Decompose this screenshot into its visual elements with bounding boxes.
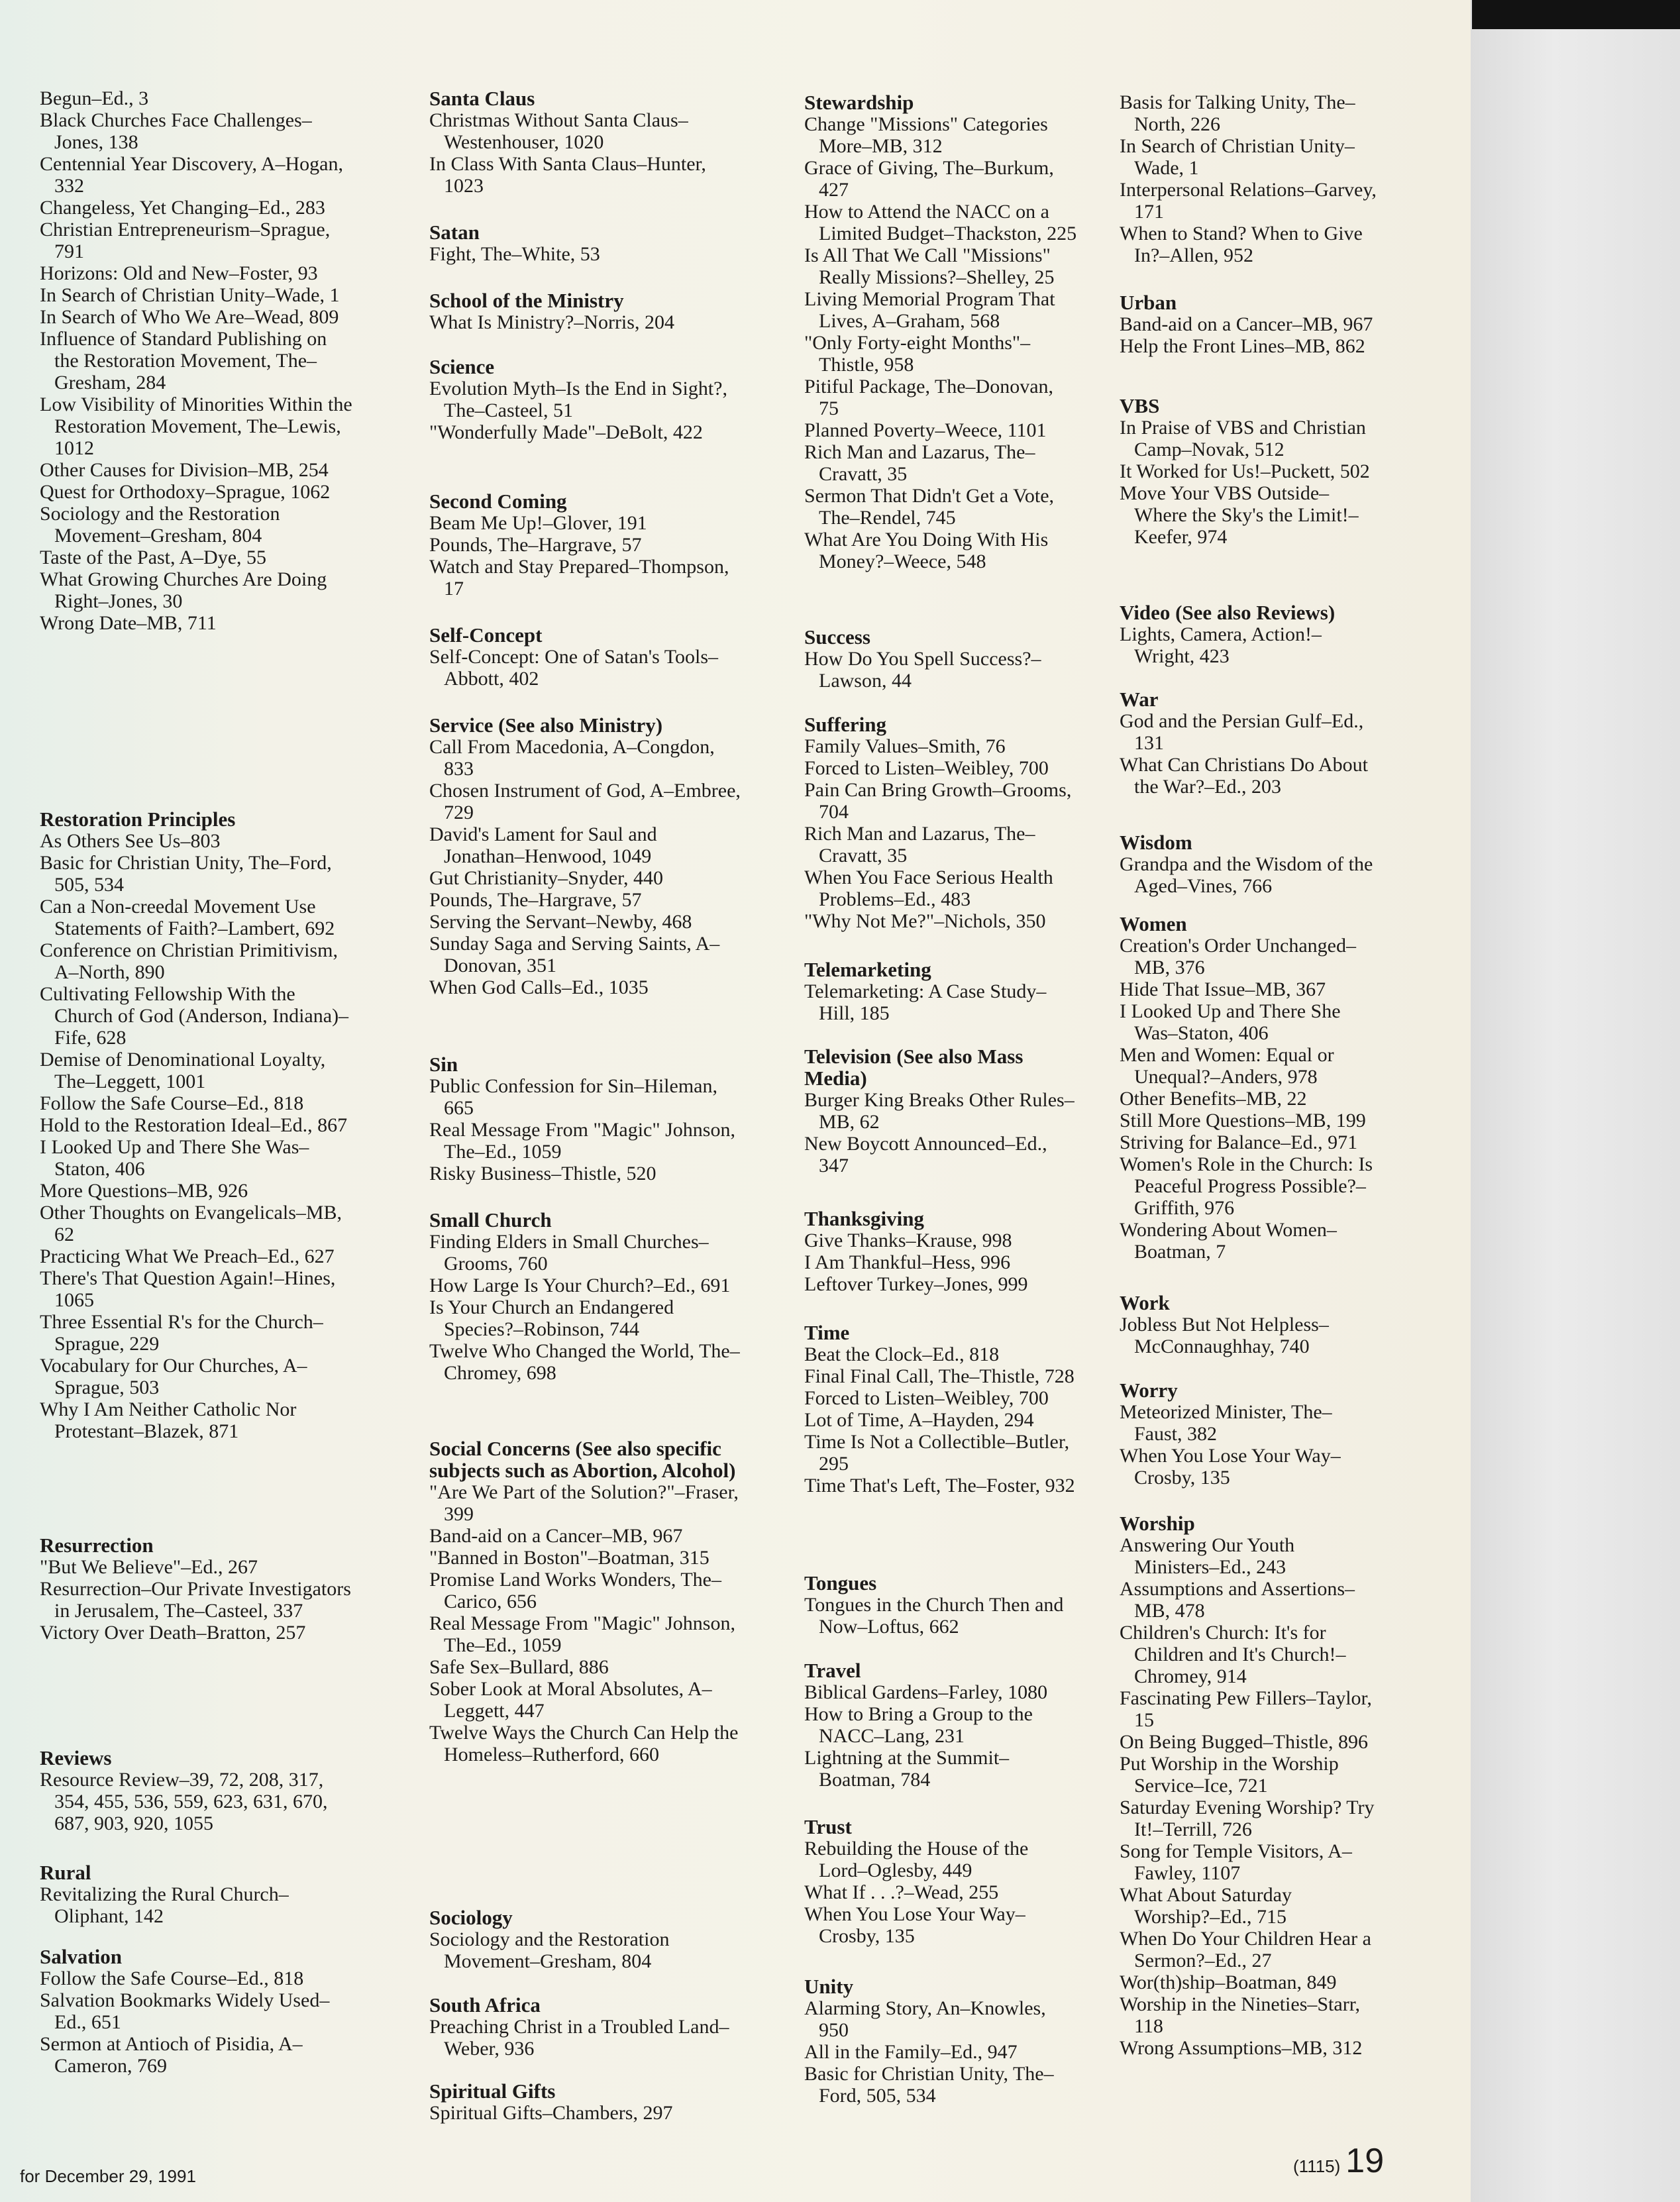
index-entry: Christmas Without Santa Claus–Westenhouser, 1020 <box>429 109 688 153</box>
index-entry: Twelve Ways the Church Can Help the Homeless–Rutherford, 660 <box>429 1722 739 1765</box>
index-entry: When You Face Serious Health Problems–Ed., 483 <box>804 866 1053 910</box>
section-heading: Suffering <box>804 713 886 736</box>
index-entry: Time Is Not a Collectible–Butler, 295 <box>804 1431 1070 1475</box>
index-section <box>1120 91 1379 266</box>
index-entry: Sociology and the Restoration Movement–Gresham, 804 <box>40 503 280 547</box>
section-heading: Women <box>1120 912 1187 935</box>
index-entry: Grace of Giving, The–Burkum, 427 <box>804 157 1054 201</box>
index-entry: Creation's Order Unchanged–MB, 376 <box>1120 935 1356 978</box>
section-heading: Telemarketing <box>804 958 931 981</box>
index-entry: Changeless, Yet Changing–Ed., 283 <box>40 197 325 219</box>
index-section <box>429 1053 742 1184</box>
index-entry: Hold to the Restoration Ideal–Ed., 867 <box>40 1114 348 1136</box>
index-entry: Other Causes for Division–MB, 254 <box>40 459 329 481</box>
index-entry: Lights, Camera, Action!–Wright, 423 <box>1120 623 1322 667</box>
index-entry: "Only Forty-eight Months"–Thistle, 958 <box>804 332 1031 376</box>
section-heading: Video (See also Reviews) <box>1120 601 1336 624</box>
index-entry: I Looked Up and There She Was–Staton, 406 <box>1120 1000 1341 1044</box>
index-entry: "Banned in Boston"–Boatman, 315 <box>429 1547 709 1569</box>
index-section <box>1120 291 1379 357</box>
index-entry: Sociology and the Restoration Movement–Gresham, 804 <box>429 1928 670 1972</box>
index-entry: Taste of the Past, A–Dye, 55 <box>40 547 267 568</box>
index-entry: In Praise of VBS and Christian Camp–Novak, 512 <box>1120 417 1366 460</box>
index-entry: Resurrection–Our Private Investigators in Jerusalem, The–Casteel, 337 <box>40 1578 351 1622</box>
index-entry: Sober Look at Moral Absolutes, A–Leggett, 447 <box>429 1678 712 1722</box>
index-entry: Wrong Date–MB, 711 <box>40 612 217 634</box>
index-entry: Horizons: Old and New–Foster, 93 <box>40 262 318 284</box>
index-entry: Other Thoughts on Evangelicals–MB, 62 <box>40 1202 342 1245</box>
index-entry: When You Lose Your Way–Crosby, 135 <box>1120 1445 1341 1489</box>
index-entry: Centennial Year Discovery, A–Hogan, 332 <box>40 153 343 197</box>
page-code: (1115) <box>1293 2156 1341 2176</box>
index-section <box>429 714 742 998</box>
index-section <box>804 1659 1077 1791</box>
index-entry: Revitalizing the Rural Church–Oliphant, 142 <box>40 1883 289 1927</box>
section-heading: War <box>1120 688 1159 711</box>
index-entry: Three Essential R's for the Church–Sprague, 229 <box>40 1311 323 1355</box>
index-section <box>40 1861 352 1927</box>
index-entry: Fascinating Pew Fillers–Taylor, 15 <box>1120 1687 1372 1731</box>
index-entry: Resource Review–39, 72, 208, 317, 354, 455, 536, 559, 623, 631, 670, 687, 903, 920, 1055 <box>40 1769 328 1834</box>
index-entry: Why I Am Neither Catholic Nor Protestant–Blazek, 871 <box>40 1398 297 1442</box>
index-entry: Pounds, The–Hargrave, 57 <box>429 534 642 556</box>
index-entry: Lightning at the Summit–Boatman, 784 <box>804 1747 1010 1791</box>
index-section <box>1120 602 1379 667</box>
index-entry: Lot of Time, A–Hayden, 294 <box>804 1409 1034 1431</box>
index-entry: Basic for Christian Unity, The–Ford, 505, 534 <box>40 852 332 896</box>
index-entry: How Large Is Your Church?–Ed., 691 <box>429 1275 731 1296</box>
index-entry: Follow the Safe Course–Ed., 818 <box>40 1967 304 1989</box>
section-heading: Stewardship <box>804 91 914 114</box>
index-section <box>1120 1292 1379 1357</box>
index-entry: When to Stand? When to Give In?–Allen, 952 <box>1120 223 1363 266</box>
index-entry: Assumptions and Assertions–MB, 478 <box>1120 1578 1355 1622</box>
index-entry: Public Confession for Sin–Hileman, 665 <box>429 1075 717 1119</box>
index-entry: Rich Man and Lazarus, The–Cravatt, 35 <box>804 441 1035 485</box>
index-section <box>804 1045 1077 1177</box>
scanner-background <box>1471 0 1680 2202</box>
index-section <box>804 713 1077 932</box>
index-entry: Sermon That Didn't Get a Vote, The–Rendel, 745 <box>804 485 1055 529</box>
index-entry: In Search of Christian Unity–Wade, 1 <box>40 284 340 306</box>
index-entry: Promise Land Works Wonders, The–Carico, 656 <box>429 1569 721 1612</box>
index-entry: Gut Christianity–Snyder, 440 <box>429 867 663 889</box>
index-entry: Basis for Talking Unity, The–North, 226 <box>1120 91 1355 135</box>
index-entry: Give Thanks–Krause, 998 <box>804 1230 1012 1251</box>
index-entry: How to Bring a Group to the NACC–Lang, 231 <box>804 1703 1033 1747</box>
index-entry: Serving the Servant–Newby, 468 <box>429 911 692 933</box>
index-entry: Basic for Christian Unity, The–Ford, 505, 534 <box>804 2063 1054 2107</box>
index-section <box>1120 395 1379 548</box>
index-section <box>804 1572 1077 1638</box>
section-heading: Salvation <box>40 1945 123 1968</box>
section-heading: Reviews <box>40 1746 112 1769</box>
index-section <box>1120 913 1379 1263</box>
index-section <box>804 1975 1077 2107</box>
index-entry: What Growing Churches Are Doing Right–Jones, 30 <box>40 568 327 612</box>
index-section <box>1120 1379 1379 1489</box>
index-entry: Beat the Clock–Ed., 818 <box>804 1343 1000 1365</box>
index-entry: Watch and Stay Prepared–Thompson, 17 <box>429 556 729 600</box>
index-section <box>1120 688 1379 798</box>
index-entry: Real Message From "Magic" Johnson, The–Ed., 1059 <box>429 1612 735 1656</box>
index-entry: Safe Sex–Bullard, 886 <box>429 1656 609 1678</box>
index-section <box>429 289 742 333</box>
index-entry: "Wonderfully Made"–DeBolt, 422 <box>429 421 703 443</box>
index-section <box>1120 1512 1379 2059</box>
section-heading: Trust <box>804 1815 852 1838</box>
index-entry: Victory Over Death–Bratton, 257 <box>40 1622 306 1644</box>
index-entry: Practicing What We Preach–Ed., 627 <box>40 1245 335 1267</box>
index-entry: Pitiful Package, The–Donovan, 75 <box>804 376 1054 419</box>
index-section <box>804 1816 1077 1947</box>
index-entry: Burger King Breaks Other Rules–MB, 62 <box>804 1089 1075 1133</box>
index-entry: Song for Temple Visitors, A–Fawley, 1107 <box>1120 1840 1352 1884</box>
index-entry: Cultivating Fellowship With the Church of God (Anderson, Indiana)–Fife, 628 <box>40 983 349 1049</box>
index-entry: "But We Believe"–Ed., 267 <box>40 1556 258 1578</box>
index-entry: What If . . .?–Wead, 255 <box>804 1881 999 1903</box>
section-heading: VBS <box>1120 394 1160 417</box>
index-entry: Interpersonal Relations–Garvey, 171 <box>1120 179 1377 223</box>
index-section <box>40 1534 352 1644</box>
section-heading: Urban <box>1120 291 1177 314</box>
scanner-edge <box>1472 0 1680 29</box>
index-entry: Christian Entrepreneurism–Sprague, 791 <box>40 219 331 262</box>
index-entry: What Are You Doing With His Money?–Weece, 548 <box>804 529 1049 572</box>
section-heading: Worry <box>1120 1379 1178 1402</box>
index-entry: I Looked Up and There She Was–Staton, 406 <box>40 1136 309 1180</box>
index-section <box>804 1322 1077 1496</box>
section-heading: Small Church <box>429 1208 552 1232</box>
index-entry: Pounds, The–Hargrave, 57 <box>429 889 642 911</box>
index-entry: All in the Family–Ed., 947 <box>804 2041 1018 2063</box>
index-section <box>429 1209 742 1384</box>
section-heading: Travel <box>804 1659 861 1682</box>
index-entry: In Search of Who We Are–Wead, 809 <box>40 306 339 328</box>
section-heading: Unity <box>804 1975 854 1998</box>
index-entry: Striving for Balance–Ed., 971 <box>1120 1131 1358 1153</box>
index-section <box>429 490 742 600</box>
index-entry: Is All That We Call "Missions" Really Missions?–Shelley, 25 <box>804 244 1055 288</box>
index-entry: What About Saturday Worship?–Ed., 715 <box>1120 1884 1292 1928</box>
index-entry: Rich Man and Lazarus, The–Cravatt, 35 <box>804 823 1035 866</box>
section-heading: Sociology <box>429 1906 513 1929</box>
index-entry: Leftover Turkey–Jones, 999 <box>804 1273 1028 1295</box>
index-section <box>429 1994 742 2060</box>
index-entry: Band-aid on a Cancer–MB, 967 <box>1120 313 1373 335</box>
index-entry: When You Lose Your Way–Crosby, 135 <box>804 1903 1025 1947</box>
index-entry: How to Attend the NACC on a Limited Budget–Thackston, 225 <box>804 201 1077 244</box>
section-heading: Second Coming <box>429 490 567 513</box>
index-entry: It Worked for Us!–Puckett, 502 <box>1120 460 1370 482</box>
index-section <box>40 808 352 1442</box>
section-heading: South Africa <box>429 1993 541 2017</box>
section-heading: Spiritual Gifts <box>429 2079 556 2103</box>
index-section <box>429 356 742 443</box>
index-section <box>429 221 742 265</box>
index-entry: Call From Macedonia, A–Congdon, 833 <box>429 736 715 780</box>
index-section <box>429 2080 742 2124</box>
index-section <box>804 91 1077 572</box>
section-heading: Restoration Principles <box>40 808 236 831</box>
index-entry: Tongues in the Church Then and Now–Loftus, 662 <box>804 1594 1064 1638</box>
index-entry: Quest for Orthodoxy–Sprague, 1062 <box>40 481 331 503</box>
section-heading: Sin <box>429 1053 458 1076</box>
index-entry: Band-aid on a Cancer–MB, 967 <box>429 1525 683 1547</box>
index-entry: Forced to Listen–Weibley, 700 <box>804 1387 1049 1409</box>
index-entry: Follow the Safe Course–Ed., 818 <box>40 1092 304 1114</box>
index-entry: Move Your VBS Outside–Where the Sky's the Limit!–Keefer, 974 <box>1120 482 1359 548</box>
index-entry: As Others See Us–803 <box>40 830 221 852</box>
index-entry: Jobless But Not Helpless–McConnaughhay, 740 <box>1120 1314 1329 1357</box>
index-entry: I Am Thankful–Hess, 996 <box>804 1251 1011 1273</box>
section-heading: Worship <box>1120 1512 1195 1535</box>
index-entry: In Class With Santa Claus–Hunter, 1023 <box>429 153 706 197</box>
index-entry: Help the Front Lines–MB, 862 <box>1120 335 1365 357</box>
index-entry: David's Lament for Saul and Jonathan–Henwood, 1049 <box>429 823 657 867</box>
index-entry: Saturday Evening Worship? Try It!–Terrill, 726 <box>1120 1797 1375 1840</box>
index-entry: Alarming Story, An–Knowles, 950 <box>804 1997 1046 2041</box>
index-entry: Risky Business–Thistle, 520 <box>429 1163 656 1184</box>
index-section <box>429 1907 742 1972</box>
index-entry: Demise of Denominational Loyalty, The–Leggett, 1001 <box>40 1049 326 1092</box>
index-entry: Pain Can Bring Growth–Grooms, 704 <box>804 779 1072 823</box>
index-section <box>40 1946 352 2077</box>
index-entry: Vocabulary for Our Churches, A–Sprague, 503 <box>40 1355 307 1398</box>
section-heading: Rural <box>40 1861 91 1884</box>
index-entry: God and the Persian Gulf–Ed., 131 <box>1120 710 1364 754</box>
index-section <box>40 1747 352 1834</box>
index-entry: Preaching Christ in a Troubled Land–Weber, 936 <box>429 2016 729 2060</box>
index-entry: Sermon at Antioch of Pisidia, A–Cameron, 769 <box>40 2033 303 2077</box>
index-section <box>804 1208 1077 1295</box>
index-entry: Fight, The–White, 53 <box>429 243 600 265</box>
index-entry: Grandpa and the Wisdom of the Aged–Vines, 766 <box>1120 853 1373 897</box>
index-entry: Telemarketing: A Case Study–Hill, 185 <box>804 980 1047 1024</box>
index-entry: Spiritual Gifts–Chambers, 297 <box>429 2102 673 2124</box>
index-entry: Planned Poverty–Weece, 1101 <box>804 419 1047 441</box>
index-entry: Is Your Church an Endangered Species?–Robinson, 744 <box>429 1296 674 1340</box>
section-heading: Science <box>429 355 495 378</box>
index-entry: Evolution Myth–Is the End in Sight?, The–Casteel, 51 <box>429 378 727 421</box>
index-entry: Conference on Christian Primitivism, A–North, 890 <box>40 939 338 983</box>
index-entry: Forced to Listen–Weibley, 700 <box>804 757 1049 779</box>
index-entry: Time That's Left, The–Foster, 932 <box>804 1475 1075 1496</box>
index-section <box>429 1438 742 1765</box>
index-entry: Real Message From "Magic" Johnson, The–Ed., 1059 <box>429 1119 735 1163</box>
index-entry: Chosen Instrument of God, A–Embree, 729 <box>429 780 741 823</box>
index-section <box>1120 831 1379 897</box>
index-section <box>804 626 1077 692</box>
index-entry: Family Values–Smith, 76 <box>804 735 1006 757</box>
index-section <box>804 959 1077 1024</box>
index-section <box>40 87 352 634</box>
index-entry: When God Calls–Ed., 1035 <box>429 976 649 998</box>
index-entry: "Why Not Me?"–Nichols, 350 <box>804 910 1046 932</box>
section-heading: School of the Ministry <box>429 289 624 312</box>
index-entry: Still More Questions–MB, 199 <box>1120 1110 1366 1131</box>
index-entry: Final Final Call, The–Thistle, 728 <box>804 1365 1075 1387</box>
index-entry: Twelve Who Changed the World, The–Chromey, 698 <box>429 1340 740 1384</box>
section-heading: Television (See also Mass Media) <box>804 1045 1024 1090</box>
issue-date: for December 29, 1991 <box>20 2166 196 2186</box>
index-entry: Other Benefits–MB, 22 <box>1120 1088 1307 1110</box>
index-entry: Biblical Gardens–Farley, 1080 <box>804 1681 1048 1703</box>
index-entry: Wondering About Women–Boatman, 7 <box>1120 1219 1337 1263</box>
index-entry: Living Memorial Program That Lives, A–Graham, 568 <box>804 288 1055 332</box>
section-heading: Wisdom <box>1120 831 1192 854</box>
section-heading: Work <box>1120 1291 1170 1314</box>
index-entry: Wor(th)ship–Boatman, 849 <box>1120 1971 1337 1993</box>
index-entry: Beam Me Up!–Glover, 191 <box>429 512 647 534</box>
index-entry: Worship in the Nineties–Starr, 118 <box>1120 1993 1360 2037</box>
section-heading: Social Concerns (See also specific subjects such as Abortion, Alcohol) <box>429 1437 736 1482</box>
index-entry: In Search of Christian Unity–Wade, 1 <box>1120 135 1355 179</box>
section-heading: Service (See also Ministry) <box>429 713 663 737</box>
index-section <box>429 624 742 690</box>
index-entry: There's That Question Again!–Hines, 1065 <box>40 1267 336 1311</box>
index-entry: "Are We Part of the Solution?"–Fraser, 399 <box>429 1481 739 1525</box>
section-heading: Thanksgiving <box>804 1207 924 1230</box>
section-heading: Self-Concept <box>429 623 543 647</box>
index-entry: When Do Your Children Hear a Sermon?–Ed., 27 <box>1120 1928 1371 1971</box>
index-entry: What Can Christians Do About the War?–Ed., 203 <box>1120 754 1368 798</box>
section-heading: Santa Claus <box>429 87 535 110</box>
section-heading: Tongues <box>804 1571 877 1595</box>
index-entry: Salvation Bookmarks Widely Used–Ed., 651 <box>40 1989 330 2033</box>
index-entry: Black Churches Face Challenges–Jones, 138 <box>40 109 312 153</box>
section-heading: Time <box>804 1321 850 1344</box>
index-section <box>429 87 742 197</box>
index-entry: Put Worship in the Worship Service–Ice, 721 <box>1120 1753 1339 1797</box>
index-entry: Finding Elders in Small Churches–Grooms, 760 <box>429 1231 709 1275</box>
index-entry: Wrong Assumptions–MB, 312 <box>1120 2037 1363 2059</box>
index-entry: Children's Church: It's for Children and It's Church!–Chromey, 914 <box>1120 1622 1346 1687</box>
index-entry: Hide That Issue–MB, 367 <box>1120 978 1326 1000</box>
index-entry: What Is Ministry?–Norris, 204 <box>429 311 674 333</box>
index-entry: How Do You Spell Success?–Lawson, 44 <box>804 648 1041 692</box>
index-entry: More Questions–MB, 926 <box>40 1180 248 1202</box>
index-entry: Meteorized Minister, The–Faust, 382 <box>1120 1401 1332 1445</box>
index-entry: Low Visibility of Minorities Within the Restoration Movement, The–Lewis, 1012 <box>40 393 352 459</box>
page-number-block <box>1293 2141 1384 2181</box>
page-number: 19 <box>1345 2142 1385 2180</box>
index-entry: Women's Role in the Church: Is Peaceful Progress Possible?–Griffith, 976 <box>1120 1153 1373 1219</box>
index-entry: Answering Our Youth Ministers–Ed., 243 <box>1120 1534 1295 1578</box>
index-entry: Change "Missions" Categories More–MB, 312 <box>804 113 1048 157</box>
index-entry: Influence of Standard Publishing on the Restoration Movement, The–Gresham, 284 <box>40 328 327 393</box>
index-entry: On Being Bugged–Thistle, 896 <box>1120 1731 1368 1753</box>
index-entry: Men and Women: Equal or Unequal?–Anders, 978 <box>1120 1044 1334 1088</box>
index-entry: Begun–Ed., 3 <box>40 87 149 109</box>
index-entry: Can a Non-creedal Movement Use Statements of Faith?–Lambert, 692 <box>40 896 335 939</box>
section-heading: Satan <box>429 221 480 244</box>
section-heading: Success <box>804 625 870 649</box>
index-entry: Self-Concept: One of Satan's Tools–Abbott, 402 <box>429 646 719 690</box>
index-entry: Sunday Saga and Serving Saints, A–Donovan, 351 <box>429 933 720 976</box>
section-heading: Resurrection <box>40 1534 154 1557</box>
index-entry: New Boycott Announced–Ed., 347 <box>804 1133 1047 1177</box>
index-entry: Rebuilding the House of the Lord–Oglesby, 449 <box>804 1838 1029 1881</box>
